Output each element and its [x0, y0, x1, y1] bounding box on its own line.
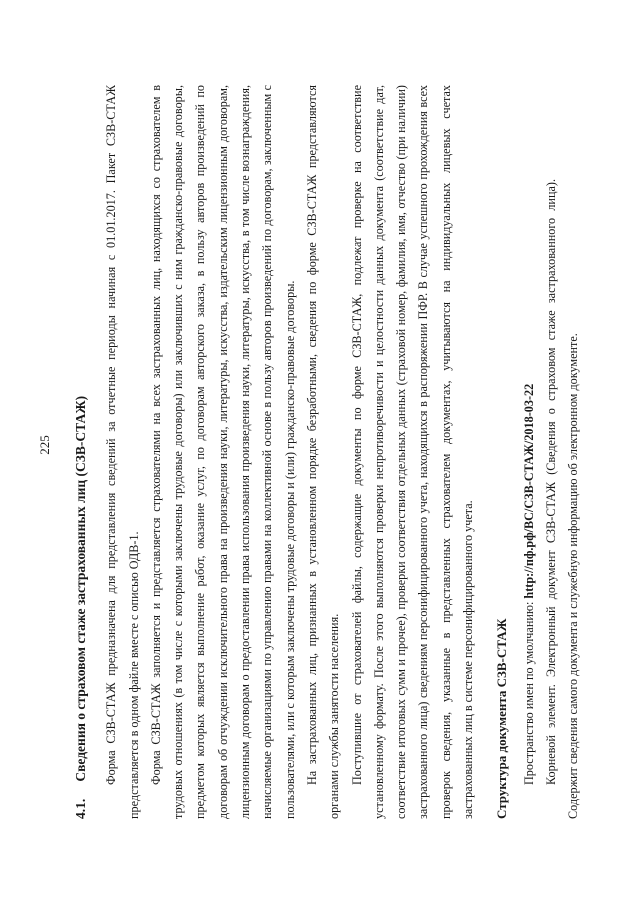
namespace-value: http://пф.рф/ВС/СЗВ-СТАЖ/2018-03-22: [521, 383, 536, 599]
paragraph-3: На застрахованных лиц, признанных в установленном порядке безработными, сведения по форме СЗВ-СТАЖ представляются органами службы занятости населения.: [304, 85, 342, 819]
page-content: [70, 85, 585, 819]
paragraph-1: Форма СЗВ-СТАЖ предназначена для представления сведений за отчетные периоды начиная с 01.01.2017. Пакет СЗВ-СТАЖ представляется в одном файле вместе с описью ОДВ-1.: [104, 85, 141, 819]
paragraph-2: Форма СЗВ-СТАЖ заполняется и представляется страхователями на всех застрахованных лиц, находящихся со страхователем в трудовых отношениях (в том числе с которыми заключены трудовые договоры) или заключивших с ним гражданско-правовые договоры, предметом которых является выполнение работ, оказание услуг, по договорам авторского заказа, в пользу авторов произведений по договорам об отчуждении исключительного права на произведения науки, литературы, искусства, издательским лицензионным договорам, лицензионным договорам о предоставлении права использования произведения науки, литературы, искусства, в том числе вознаграждения, начисляемые организациями по управлению правами на коллективной основе в пользу авторов произведений по договорам, заключенным с пользователями, или с которым заключены трудовые договоры и (или) гражданско-правовые договоры.: [148, 85, 297, 819]
namespace-label: Пространство имен по умолчанию:: [521, 598, 536, 785]
section-number: 4.1.: [73, 798, 88, 819]
namespace-line: [518, 85, 540, 819]
page-number: 225: [37, 435, 52, 455]
section-title: Сведения о страховом стаже застрахованных лиц (СЗВ-СТАЖ): [73, 395, 88, 782]
section-heading: [70, 85, 92, 819]
root-element-description: Корневой элемент. Электронный документ СЗВ-СТАЖ (Сведения о страховом стаже застрахованного лица). Содержит сведения самого документа и служебную информацию об электронном документе.: [543, 179, 581, 819]
structure-heading: Структура документа СЗВ-СТАЖ: [494, 618, 510, 819]
paragraph-4: Поступившие от страхователей файлы, содержащие документы по форме СЗВ-СТАЖ, подлежат проверке на соответствие установленному формату. После этого выполняются проверки непротиворечивости и целостности данных документа (соответствие дат, соответствие итоговых сумм и прочее), проверки соответствия отдельных данных (страховой номер, фамилия, имя, отчество (при наличии) застрахованного лица) сведениям персонифицированного учета, находящихся в распоряжении ПФР. В случае успешного прохождения всех проверок сведения, указанные в представленных страхователем документах, учитываются на индивидуальных лицевых счетах застрахованных лиц в системе персонифицированного учета.: [349, 85, 476, 819]
